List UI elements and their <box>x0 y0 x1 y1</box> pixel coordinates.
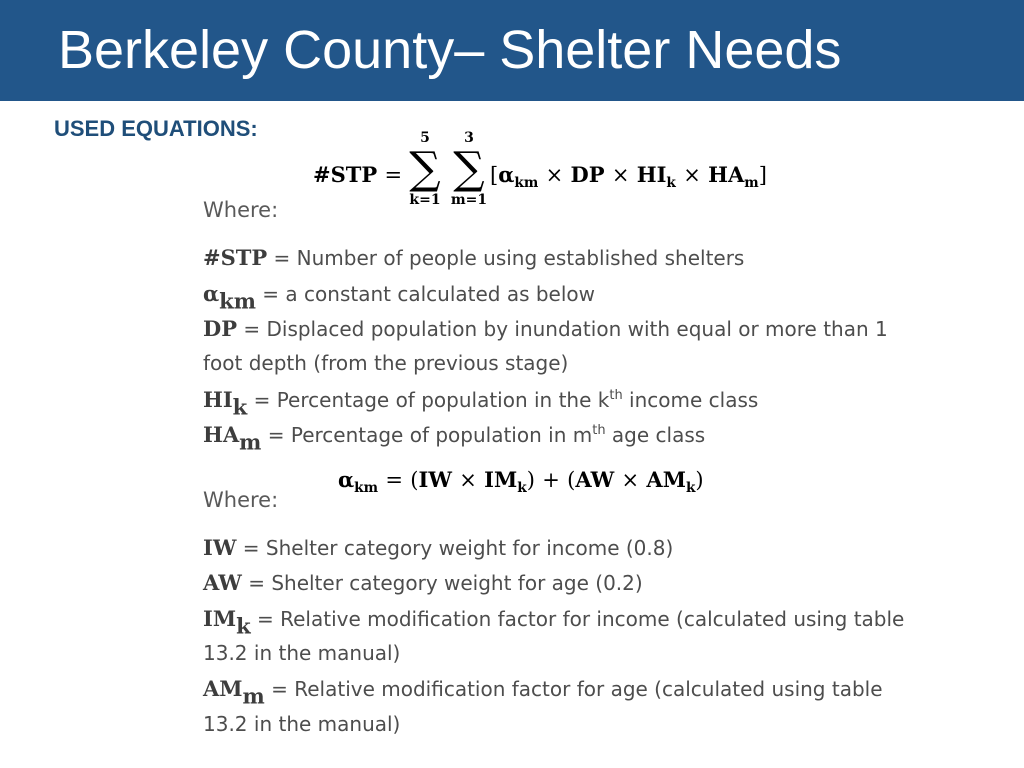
equation-2 <box>338 467 704 496</box>
eq2-times: × <box>459 468 477 492</box>
eq2-alpha-sub: km <box>354 479 379 496</box>
equation-1-lhs <box>313 162 402 187</box>
definition-ha <box>203 422 705 454</box>
eq1-ha-sub: m <box>744 174 759 191</box>
definition-sub: k <box>236 613 251 639</box>
eq2-rparen: ) <box>526 468 535 492</box>
eq1-times: × <box>683 163 701 187</box>
title-bar <box>0 0 1024 101</box>
definition-term: DP <box>203 316 238 341</box>
definition-sub: m <box>239 429 262 455</box>
eq1-close-bracket: ] <box>758 163 767 187</box>
where-label-1: Where: <box>203 198 279 222</box>
definition-term: AW <box>203 570 242 595</box>
definition-text: = Number of people using established shelters <box>267 246 745 270</box>
definition-stp <box>203 245 744 270</box>
where-label-2: Where: <box>203 488 279 512</box>
definition-iw <box>203 535 673 560</box>
eq2-alpha: α <box>338 467 355 492</box>
definition-text: 13.2 in the manual) <box>203 712 401 736</box>
definition-term: IW <box>203 535 237 560</box>
definition-am-cont <box>203 712 400 736</box>
definition-sub: k <box>232 394 248 420</box>
definition-term: #STP <box>203 245 268 270</box>
eq2-equals: = <box>385 468 403 492</box>
definition-term: HI <box>203 387 233 412</box>
slide-title: Berkeley County– Shelter Needs <box>58 20 842 80</box>
definition-aw <box>203 570 643 595</box>
definition-text: = Shelter category weight for age (0.2) <box>241 571 643 595</box>
eq2-plus: + <box>542 468 560 492</box>
definition-dp-cont <box>203 351 568 375</box>
eq1-hi-sub: k <box>666 174 676 191</box>
eq1-stp: #STP <box>313 162 378 187</box>
definition-text: = Shelter category weight for income (0.8) <box>236 536 674 560</box>
definition-text: income class <box>622 388 759 412</box>
eq1-sum-k-lower: k=1 <box>409 192 441 208</box>
eq1-sum-m-upper: 3 <box>464 130 474 146</box>
eq2-am: AM <box>646 467 686 492</box>
sigma-symbol: ∑ <box>409 143 441 194</box>
definition-text: age class <box>605 423 706 447</box>
eq1-hi: HI <box>636 162 667 187</box>
definition-text: 13.2 in the manual) <box>203 641 401 665</box>
definition-hi <box>203 387 758 419</box>
eq1-dp: DP <box>570 162 605 187</box>
equation-1-rhs <box>490 162 767 191</box>
definition-sup: th <box>609 388 623 404</box>
eq2-lparen: ( <box>410 468 419 492</box>
definition-sub: m <box>242 683 265 709</box>
definition-term: AM <box>203 676 243 701</box>
definition-text: = Percentage of population in the k <box>247 388 610 412</box>
eq1-sum-m <box>447 130 491 208</box>
definition-im <box>203 606 904 638</box>
eq2-iw: IW <box>418 467 452 492</box>
eq2-times: × <box>621 468 640 492</box>
definition-sup: th <box>592 423 606 439</box>
eq1-open-bracket: [ <box>490 163 499 187</box>
definition-text: foot depth (from the previous stage) <box>203 351 569 375</box>
eq1-alpha: α <box>498 162 515 187</box>
definition-dp <box>203 316 888 341</box>
section-label: USED EQUATIONS: <box>54 116 258 141</box>
eq1-sum-m-lower: m=1 <box>450 192 488 208</box>
eq2-im: IM <box>484 467 518 492</box>
definition-text: = Displaced population by inundation with equal or more than 1 <box>237 317 888 341</box>
definition-term: α <box>203 281 220 306</box>
definition-text: = Percentage of population in m <box>261 423 593 447</box>
definition-text: = a constant calculated as below <box>255 282 596 306</box>
eq2-lparen: ( <box>567 468 576 492</box>
definition-sub: km <box>219 288 256 314</box>
definition-alpha <box>203 281 595 313</box>
definition-term: HA <box>203 422 240 447</box>
definition-am <box>203 676 883 708</box>
eq1-alpha-sub: km <box>514 174 539 191</box>
eq2-aw: AW <box>575 467 615 492</box>
eq2-im-sub: k <box>517 479 527 496</box>
eq1-sum-k <box>404 130 446 208</box>
eq1-ha: HA <box>708 162 745 187</box>
definition-text: = Relative modification factor for age (calculated using table <box>264 677 883 701</box>
eq2-rparen: ) <box>695 468 704 492</box>
eq1-times: × <box>545 163 564 187</box>
eq2-am-sub: k <box>685 479 696 496</box>
definition-term: IM <box>203 606 237 631</box>
definition-text: = Relative modification factor for income (calculated using table <box>250 607 905 631</box>
sigma-symbol: ∑ <box>453 143 485 194</box>
eq1-equals: = <box>384 163 403 187</box>
eq1-sum-k-upper: 5 <box>420 130 430 146</box>
definition-im-cont <box>203 641 400 665</box>
eq1-times: × <box>611 163 630 187</box>
